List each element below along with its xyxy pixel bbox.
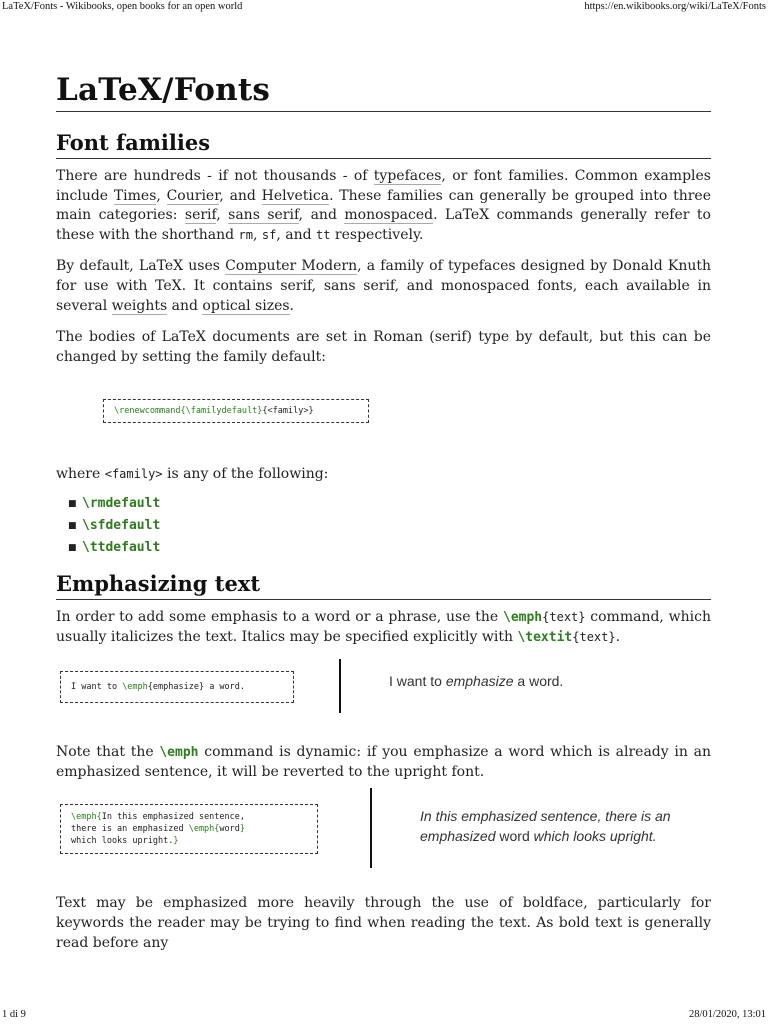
link-sans-serif[interactable]: sans serif <box>228 207 299 224</box>
example-divider <box>339 659 341 713</box>
print-header <box>0 0 768 18</box>
link-weights[interactable]: weights <box>111 297 168 314</box>
print-header-title: LaTeX/Fonts - Wikibooks, open books for an open world <box>2 1 243 12</box>
emph-example-2-output: In this emphasized sentence, there is an emphasized word which looks upright. <box>420 808 671 845</box>
link-serif[interactable]: serif <box>184 207 217 224</box>
print-timestamp: 28/01/2020, 13:01 <box>688 1009 766 1020</box>
link-monospaced[interactable]: monospaced <box>344 207 434 224</box>
emph-example-1-code: I want to \emph{emphasize} a word. <box>60 671 294 703</box>
list-item: ■ \sfdefault <box>68 515 711 537</box>
emph-example-2-code: \emph{In this emphasized sentence, there is an emphasized \emph{word} which looks upright.} <box>60 804 318 854</box>
list-item: ■ \ttdefault <box>68 537 711 559</box>
paragraph-emph-dynamic: Note that the \emph command is dynamic: if you emphasize a word which is already in an emphasized sentence, it will be reverted to the upright font. <box>56 744 711 780</box>
article-content <box>56 60 711 965</box>
link-courier[interactable]: Courier <box>166 187 220 204</box>
print-page-count: 1 di 9 <box>2 1009 26 1020</box>
print-header-url: https://en.wikibooks.org/wiki/LaTeX/Fonts <box>584 1 766 12</box>
section-heading-font-families: Font families <box>56 130 711 159</box>
code-example-familydefault: \renewcommand{\familydefault}{<family>} <box>103 399 369 423</box>
paragraph-emph-intro: In order to add some emphasis to a word or a phrase, use the \emph{text} command, which usually italicizes the text. Italics may be specified explicitly with \textit{text}. <box>56 608 711 645</box>
code-example-familydefault-wrap <box>56 379 711 465</box>
link-computer-modern[interactable]: Computer Modern <box>225 258 358 275</box>
section-heading-emphasizing-text: Emphasizing text <box>56 571 711 600</box>
paragraph-computer-modern: By default, LaTeX uses Computer Modern, a family of typefaces designed by Donald Knuth for use with TeX. It contains serif, sans serif, and monospaced fonts, each available in several weights and optical sizes. <box>56 258 711 314</box>
paragraph-typefaces: There are hundreds - if not thousands - of typefaces, or font families. Common examples include Times, Courier, and Helvetica. These families can generally be grouped into three main categories: serif, sans serif, and monospaced. LaTeX commands generally refer to these with the shorthand rm, sf, and tt respectively. <box>56 168 711 243</box>
paragraph-family-default: The bodies of LaTeX documents are set in Roman (serif) type by default, but this can be changed by setting the family default: <box>56 329 711 365</box>
link-times[interactable]: Times <box>113 187 157 204</box>
page-title: LaTeX/Fonts <box>56 72 711 112</box>
link-typefaces[interactable]: typefaces <box>373 168 442 184</box>
print-footer <box>0 1004 768 1024</box>
emph-example-1-output: I want to emphasize a word. <box>389 673 564 690</box>
link-optical-sizes[interactable]: optical sizes <box>202 297 290 314</box>
example-divider <box>370 788 372 868</box>
list-item: ■ \rmdefault <box>68 493 711 515</box>
emph-example-2 <box>56 794 711 880</box>
family-default-list <box>68 493 711 559</box>
emph-example-1 <box>56 659 711 729</box>
paragraph-where-family: where <family> is any of the following: <box>56 466 329 483</box>
paragraph-boldface: Text may be emphasized more heavily through the use of boldface, particularly for keywords the reader may be trying to find when reading the text. As bold text is generally read before any <box>56 895 711 951</box>
link-helvetica[interactable]: Helvetica <box>261 187 330 204</box>
